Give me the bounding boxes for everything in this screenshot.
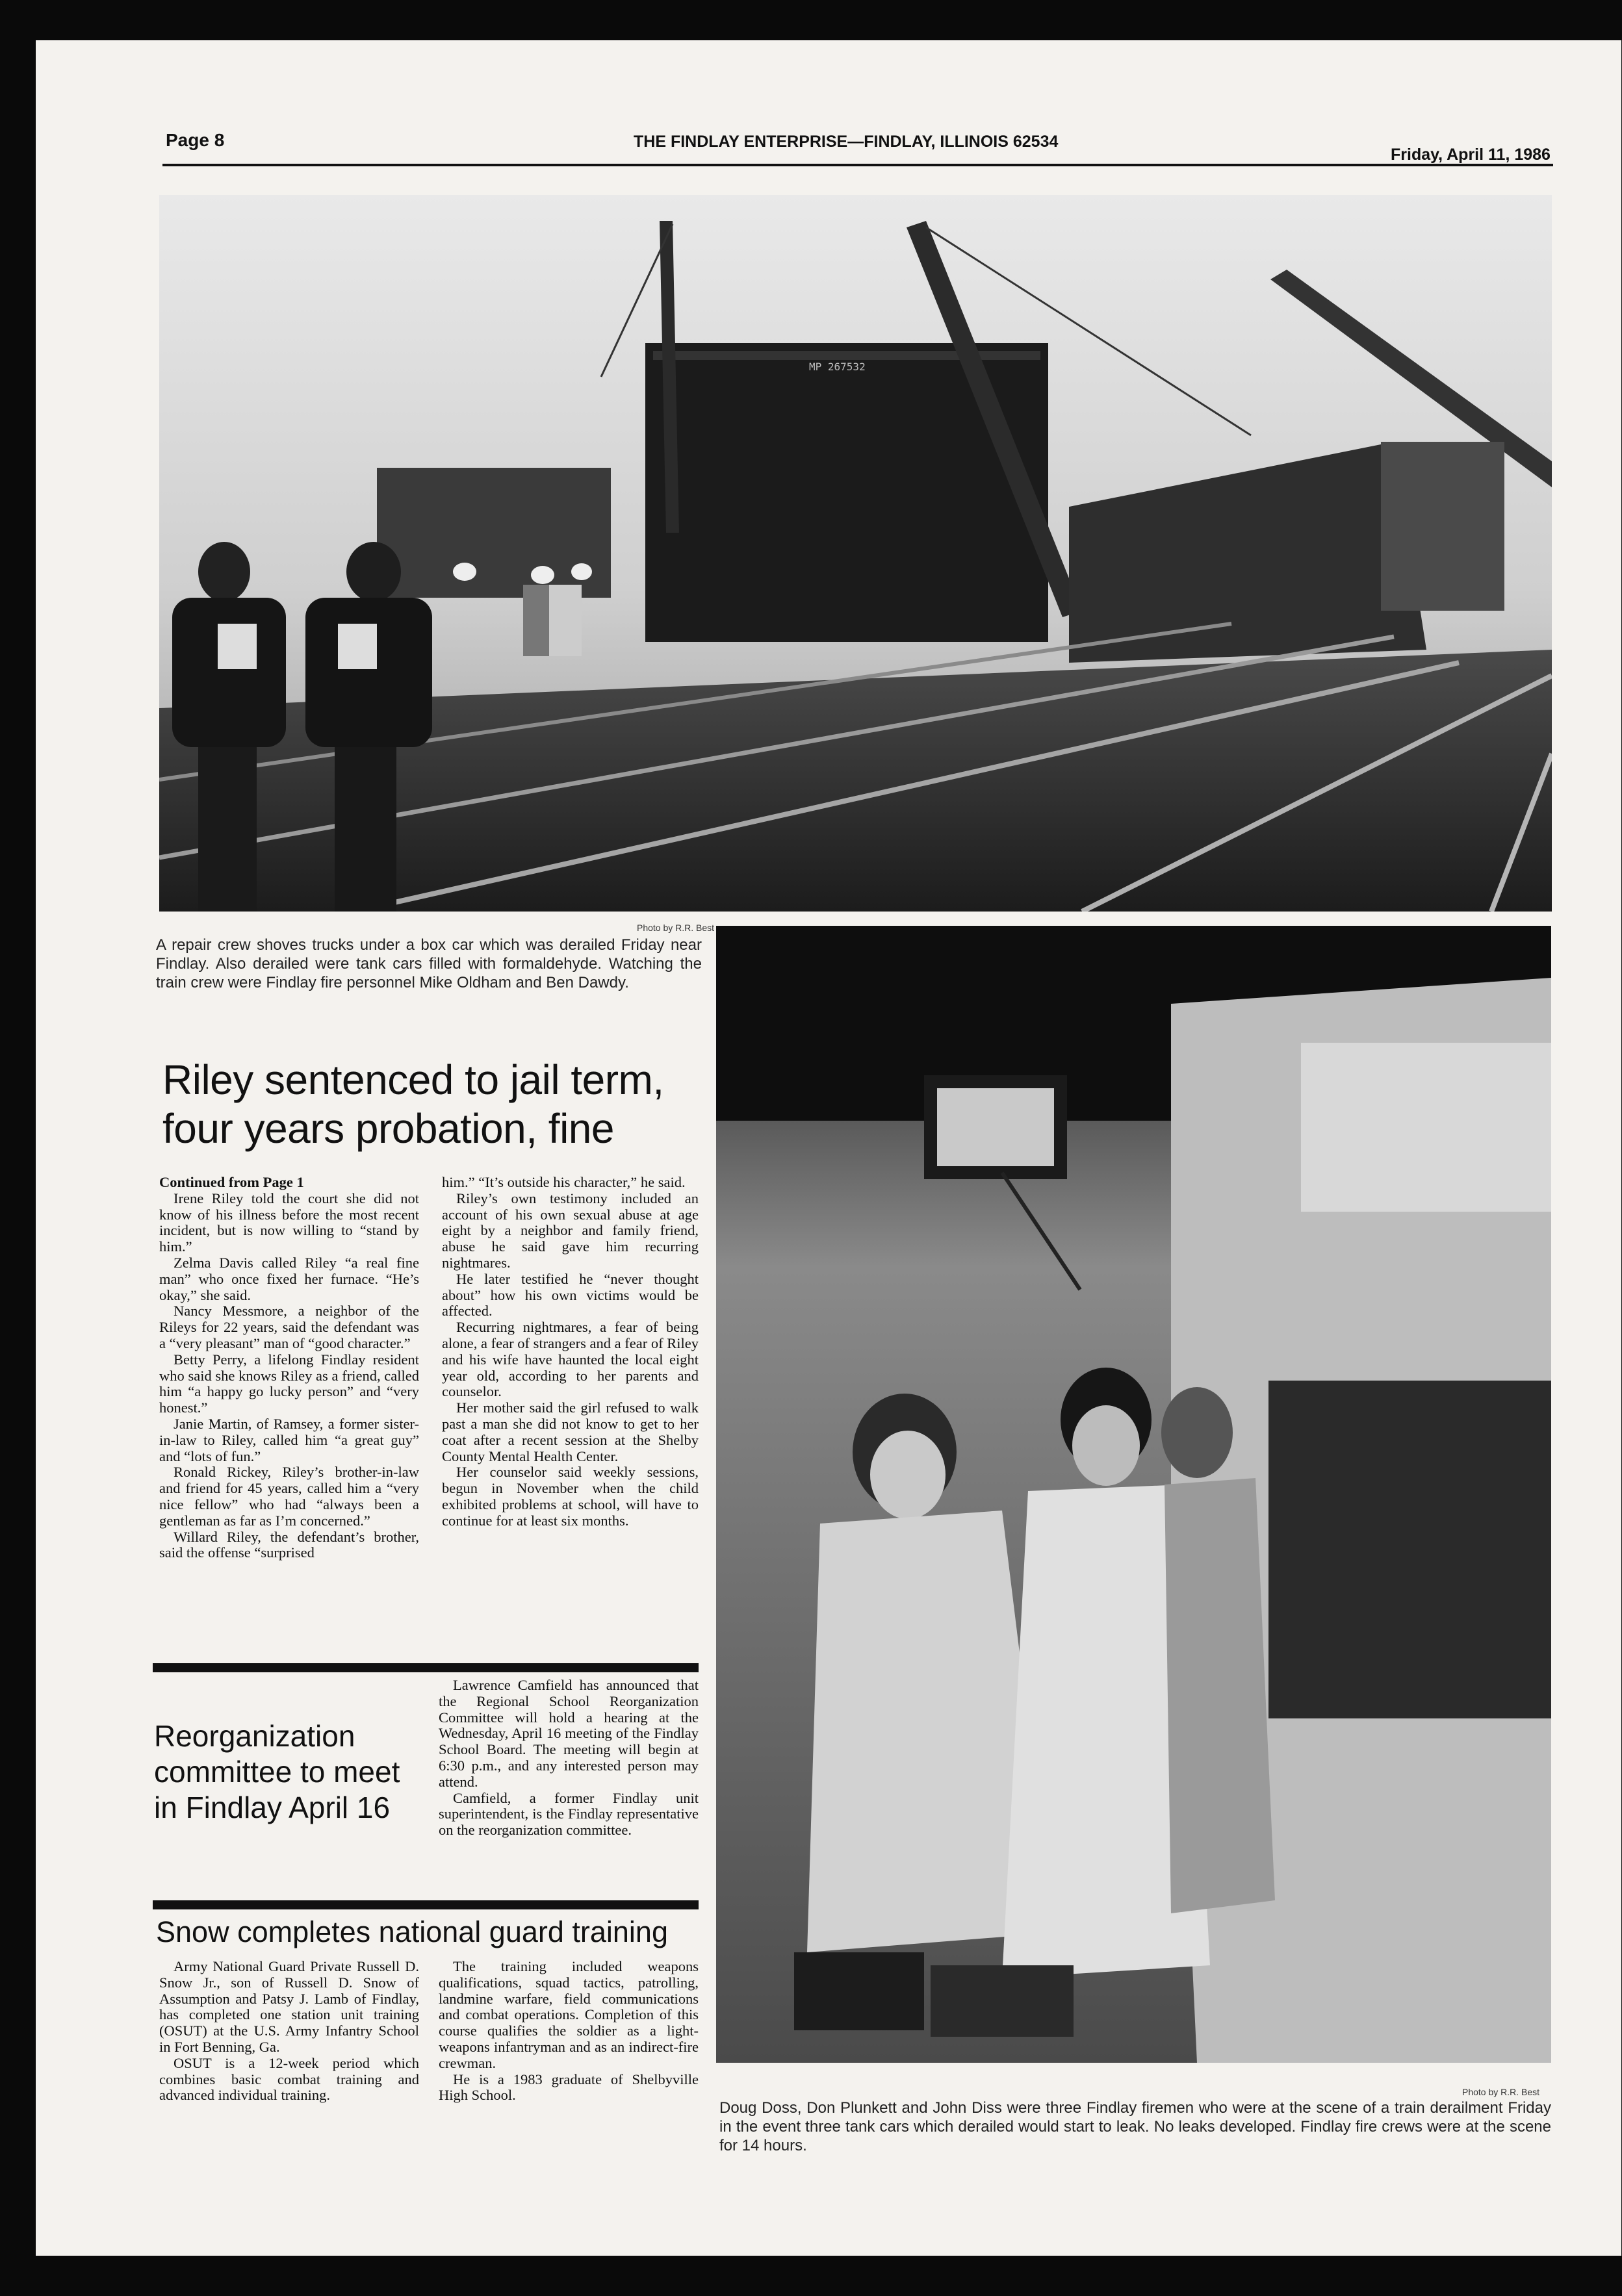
reorg-body (439, 1677, 699, 1839)
snow-column-2 (439, 1959, 699, 2104)
riley-headline-line1: Riley sentenced to jail term, (162, 1056, 664, 1103)
riley-column-1 (159, 1175, 419, 1561)
snow-paragraph: OSUT is a 12-week period which combines basic combat training and advanced individual training. (159, 2054, 419, 2104)
derailment-photo-art (159, 195, 1552, 912)
photo1-caption: A repair crew shoves trucks under a box car which was derailed Friday near Findlay. Also derailed were tank cars filled with formaldehyde. Watching the train crew were Findlay fire personnel Mike Oldham and Ben Dawdy. (156, 936, 702, 991)
reorg-headline-line1: Reorganization (154, 1719, 355, 1753)
riley-paragraph: Ronald Rickey, Riley’s brother-in-law and friend for 45 years, called him a “very nice fellow” who had “always been a gentleman as far as I’m concerned.” (159, 1464, 419, 1529)
reorg-paragraph: Lawrence Camfield has announced that the Regional School Reorganization Committee will hold a hearing at the Wednesday, April 16 meeting of the Findlay School Board. The meeting will begin at 6:30 p.m., and any interested person may attend. (439, 1677, 699, 1790)
riley-paragraph: Irene Riley told the court she did not know of his illness before the most recent incident, but is now willing to “stand by him.” (159, 1190, 419, 1255)
riley-paragraph: him.” “It’s outside his character,” he said. (442, 1174, 686, 1190)
reorg-headline-line2: committee to meet (154, 1755, 400, 1789)
riley-headline-line2: four years probation, fine (162, 1105, 614, 1152)
snow-paragraph: Army National Guard Private Russell D. Snow Jr., son of Russell D. Snow of Assumption and Patsy J. Lamb of Findlay, has completed one station unit training (OSUT) at the U.S. Army Infantry School in Fort Benning, Ga. (159, 1958, 419, 2055)
snow-paragraph: The training included weapons qualifications, squad tactics, patrolling, landmine warfare, field communications and combat operations. Completion of this course qualifies the soldier as a light-weapons infantryman and as an indirect-fire crewman. (439, 1958, 699, 2071)
boxcar-number: MP 267532 (809, 361, 866, 373)
reorg-headline (154, 1718, 400, 1826)
snow-column-1 (159, 1959, 419, 2104)
riley-paragraph: Janie Martin, of Ramsey, a former sister-in-law to Riley, called him “a great guy” and “lots of fun.” (159, 1415, 419, 1464)
page-number: Page 8 (166, 130, 225, 150)
section-bar-1 (153, 1663, 699, 1672)
header-rule (162, 164, 1553, 166)
riley-paragraph: Willard Riley, the defendant’s brother, said the offense “surprised (159, 1528, 419, 1561)
firemen-photo (716, 926, 1551, 2063)
masthead: THE FINDLAY ENTERPRISE—FINDLAY, ILLINOIS 62534 (634, 133, 1059, 151)
photo2-caption: Doug Doss, Don Plunkett and John Diss were three Findlay firemen who were at the scene of a train derailment Friday in the event three tank cars which derailed would start to leak. No leaks developed. Findlay fire crews were at the scene for 14 hours. (719, 2099, 1551, 2154)
photo2-credit: Photo by R.R. Best (1462, 2087, 1540, 2097)
snow-paragraph: He is a 1983 graduate of Shelbyville High School. (439, 2071, 699, 2104)
riley-paragraph: Riley’s own testimony included an account of his own sexual abuse at age eight by a neighbor and family friend, abuse he said gave him recurring nightmares. (442, 1190, 699, 1271)
riley-paragraph: Her mother said the girl refused to walk past a man she did not know to get to her coat after a recent session at the Shelby County Mental Health Center. (442, 1399, 699, 1464)
riley-paragraph: Recurring nightmares, a fear of being alone, a fear of strangers and a fear of Riley and his wife have haunted the local eight year old, according to her parents and counselor. (442, 1319, 699, 1400)
section-bar-2 (153, 1900, 699, 1909)
riley-paragraph: He later testified he “never thought about” how his own victims would be affected. (442, 1270, 699, 1320)
riley-paragraph: Zelma Davis called Riley “a real fine man” who once fixed her furnace. “He’s okay,” she said. (159, 1254, 419, 1303)
snow-headline: Snow completes national guard training (156, 1915, 668, 1948)
reorg-paragraph: Camfield, a former Findlay unit superintendent, is the Findlay representative on the reorganization committee. (439, 1789, 699, 1839)
continued-line: Continued from Page 1 (159, 1174, 304, 1190)
riley-paragraph: Nancy Messmore, a neighbor of the Rileys for 22 years, said the defendant was a “very pleasant” man of “good character.” (159, 1303, 419, 1351)
riley-column-2 (442, 1175, 699, 1529)
riley-paragraph: Her counselor said weekly sessions, begun in November when the child exhibited problems at school, will have to continue for at least six months. (442, 1464, 699, 1529)
firemen-photo-art (716, 926, 1551, 2063)
photo1-credit: Photo by R.R. Best (637, 923, 715, 933)
reorg-headline-line3: in Findlay April 16 (154, 1791, 391, 1824)
riley-headline (162, 1056, 664, 1153)
riley-paragraph: Betty Perry, a lifelong Findlay resident who said she knows Riley as a friend, called him “a happy go lucky person” and “very honest.” (159, 1351, 419, 1416)
issue-date: Friday, April 11, 1986 (1391, 146, 1551, 164)
derailment-photo (159, 195, 1552, 912)
